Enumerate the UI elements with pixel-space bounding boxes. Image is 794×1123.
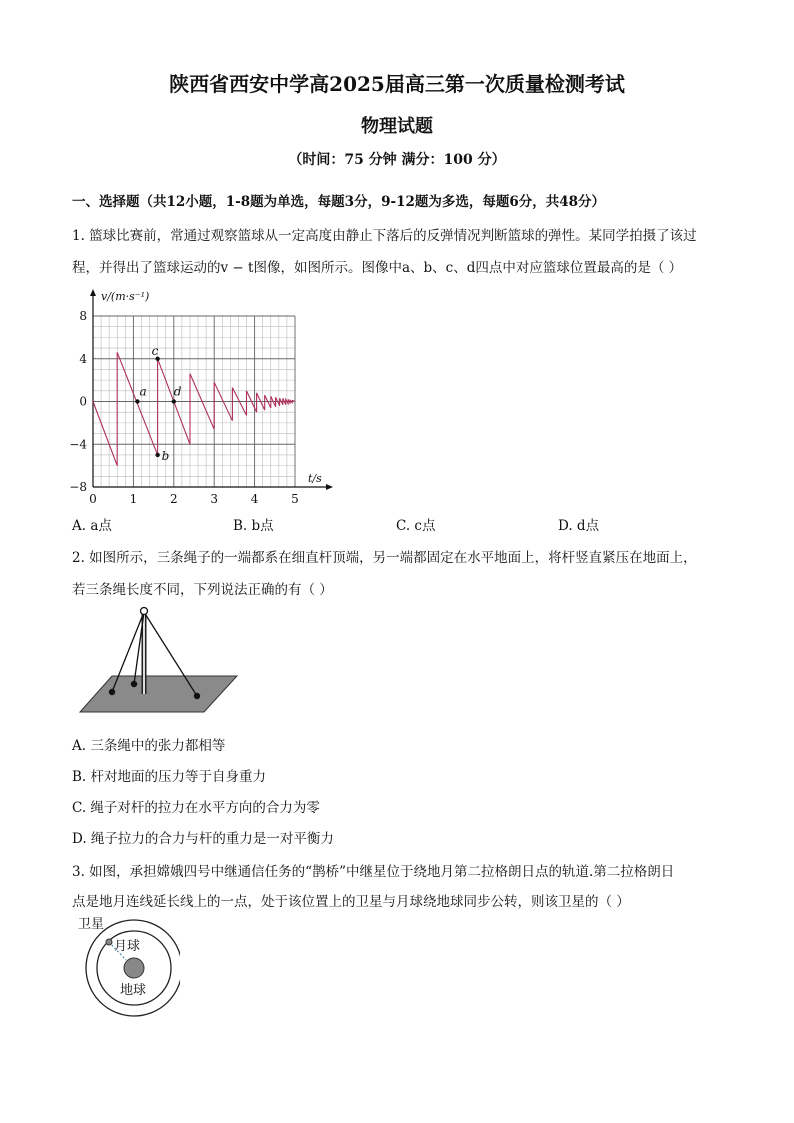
y-tick-label: 8 (79, 309, 87, 323)
q2-option-b[interactable]: B. 杆对地面的压力等于自身重力 (72, 769, 267, 785)
x-tick-label: 0 (89, 492, 97, 506)
q3-line2: 点是地月连线延长线上的一点，处于该位置上的卫星与月球绕地球同步公转，则该卫星的（ ） (72, 894, 630, 910)
earth-label: 地球 (120, 983, 147, 998)
q1-option-c[interactable]: C. c点 (396, 518, 436, 534)
x-tick-label: 5 (291, 492, 299, 506)
satellite-label: 卫星 (78, 917, 105, 932)
earth-icon (124, 958, 144, 978)
y-tick-label: 4 (79, 351, 87, 366)
q2-line2: 若三条绳长度不同，下列说法正确的有（ ） (72, 582, 333, 598)
anchor-point-2 (131, 681, 137, 687)
x-axis-label: t/s (308, 472, 322, 485)
x-tick-label: 1 (129, 492, 138, 506)
anchor-point-1 (109, 689, 115, 695)
x-tick-label: 2 (169, 492, 178, 506)
satellite-icon (106, 939, 112, 945)
q1-line2: 程，并得出了篮球运动的v − t图像，如图所示。图像中a、b、c、d四点中对应篮球位置最高的是（ ） (72, 260, 683, 276)
section-heading: 一、选择题（共12小题，1-8题为单选，每题3分，9-12题为多选，每题6分，共48分） (72, 194, 606, 210)
exam-info: （时间：75 分钟 满分：100 分） (288, 152, 506, 168)
subject-title: 物理试题 (361, 116, 433, 137)
x-tick-label: 4 (250, 492, 259, 506)
moon-label: 月球 (114, 939, 141, 954)
y-tick-label: 0 (79, 394, 87, 409)
point-label-d: d (173, 384, 182, 399)
point-d (172, 399, 176, 403)
q1-option-a[interactable]: A. a点 (72, 518, 112, 534)
point-label-a: a (139, 384, 147, 399)
x-tick-label: 3 (210, 492, 219, 506)
point-b (155, 453, 159, 457)
point-label-b: b (161, 448, 170, 463)
chart-axes (90, 289, 333, 490)
orbit-figure (70, 910, 180, 1022)
pole-top-knot (141, 608, 148, 615)
y-tick-label: −4 (69, 437, 87, 452)
pole-ropes-figure (72, 602, 242, 718)
q2-option-c[interactable]: C. 绳子对杆的拉力在水平方向的合力为零 (72, 800, 320, 816)
q2-option-a[interactable]: A. 三条绳中的张力都相等 (72, 738, 226, 754)
point-a (135, 399, 139, 403)
q1-option-b[interactable]: B. b点 (233, 518, 274, 534)
q2-option-d[interactable]: D. 绳子拉力的合力与杆的重力是一对平衡力 (72, 831, 334, 847)
ground-plane (80, 676, 237, 712)
chart-ticks (69, 290, 322, 506)
anchor-point-3 (194, 693, 200, 699)
y-tick-label: −8 (69, 480, 87, 494)
x-axis-arrow (326, 484, 333, 490)
y-axis-label: v/(m·s⁻¹) (101, 290, 150, 303)
y-axis-arrow (90, 289, 96, 296)
q1-line1: 1. 篮球比赛前，常通过观察篮球从一定高度由静止下落后的反弹情况判断篮球的弹性。某同学拍摄了该过 (72, 228, 697, 244)
vt-chart (60, 282, 340, 508)
point-label-c: c (151, 343, 159, 358)
q3-line1: 3. 如图，承担嫦娥四号中继通信任务的“鹊桥”中继星位于绕地月第二拉格朗日点的轨道.第二拉格朗日 (72, 864, 675, 880)
q2-line1: 2. 如图所示，三条绳子的一端都系在细直杆顶端，另一端都固定在水平地面上，将杆竖直紧压在地面上， (72, 550, 697, 566)
q1-option-d[interactable]: D. d点 (558, 518, 600, 534)
paper-title: 陕西省西安中学高2025届高三第一次质量检测考试 (169, 72, 625, 96)
